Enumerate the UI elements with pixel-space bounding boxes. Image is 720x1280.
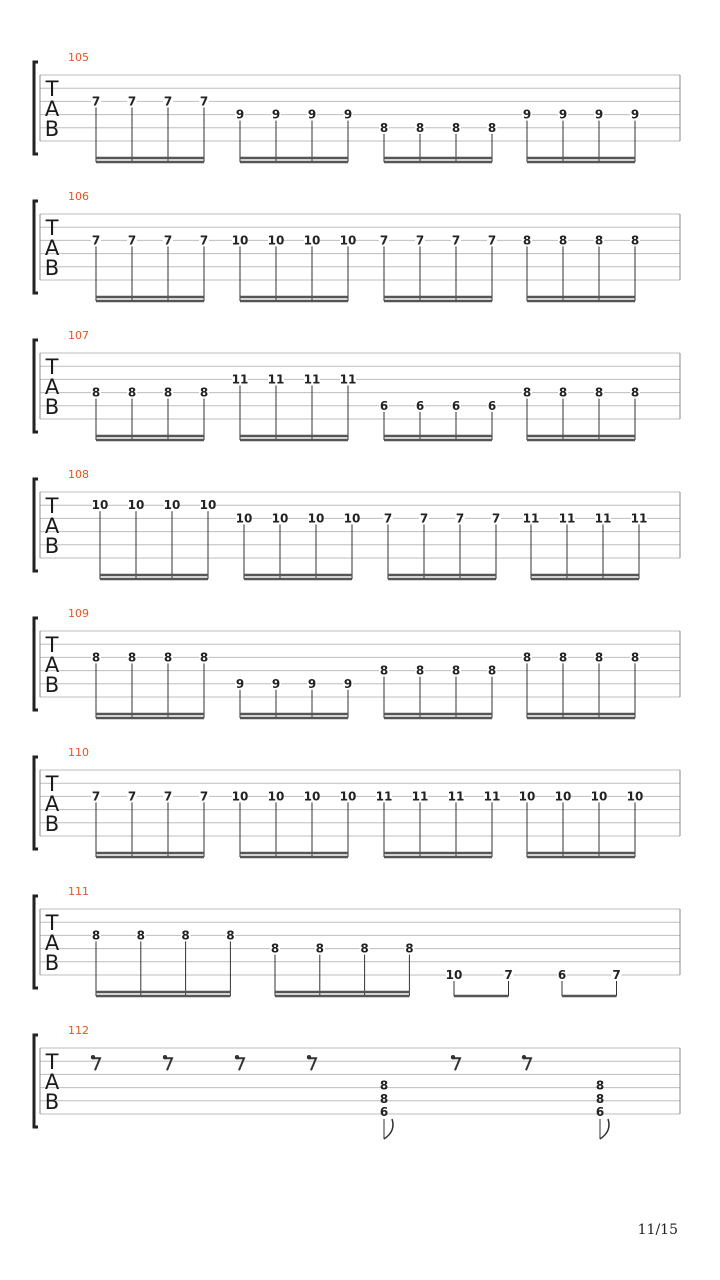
fret-number: 10 bbox=[163, 498, 181, 513]
clef-letter-t: T bbox=[45, 772, 59, 796]
fret-number: 9 bbox=[522, 107, 532, 122]
fret-number: 8 bbox=[630, 233, 640, 248]
fret-number: 8 bbox=[379, 1091, 389, 1106]
fret-number: 8 bbox=[181, 928, 190, 943]
fret-number: 8 bbox=[594, 233, 604, 248]
fret-number: 10 bbox=[271, 511, 289, 526]
fret-number: 8 bbox=[199, 650, 209, 665]
fret-number: 7 bbox=[504, 968, 513, 982]
fret-number: 6 bbox=[595, 1105, 605, 1119]
fret-number: 8 bbox=[91, 385, 101, 400]
fret-number: 10 bbox=[199, 498, 217, 513]
fret-number: 8 bbox=[127, 385, 137, 400]
clef-letter-a: A bbox=[44, 236, 60, 260]
fret-number: 6 bbox=[487, 398, 497, 413]
fret-number: 7 bbox=[455, 511, 465, 526]
fret-number: 9 bbox=[343, 107, 353, 122]
tab-system bbox=[34, 329, 680, 440]
fret-number: 10 bbox=[231, 789, 249, 804]
fret-number: 9 bbox=[271, 676, 281, 691]
fret-number: 9 bbox=[235, 676, 245, 691]
fret-number: 6 bbox=[415, 398, 425, 413]
fret-number: 11 bbox=[339, 372, 357, 387]
fret-number: 8 bbox=[127, 650, 137, 665]
rest-dot bbox=[451, 1055, 455, 1059]
eighth-rest bbox=[308, 1058, 316, 1070]
clef-letter-a: A bbox=[44, 1070, 60, 1094]
fret-number: 8 bbox=[270, 941, 280, 956]
fret-number: 8 bbox=[91, 928, 101, 943]
clef-letter-b: B bbox=[44, 812, 60, 836]
clef-letter-b: B bbox=[44, 673, 60, 697]
clef-letter-a: A bbox=[44, 653, 60, 677]
clef-letter-b: B bbox=[44, 1090, 60, 1114]
tab-system bbox=[34, 746, 680, 857]
fret-number: 11 bbox=[558, 511, 576, 526]
system-bracket bbox=[34, 618, 38, 710]
fret-number: 10 bbox=[235, 511, 253, 526]
clef-letter-a: A bbox=[44, 375, 60, 399]
fret-number: 8 bbox=[630, 385, 640, 400]
clef-letter-t: T bbox=[45, 355, 59, 379]
measure-number: 106 bbox=[68, 190, 89, 203]
fret-number: 8 bbox=[415, 663, 425, 678]
fret-number: 7 bbox=[127, 94, 137, 109]
fret-number: 7 bbox=[451, 233, 461, 248]
fret-number: 7 bbox=[127, 233, 137, 248]
clef-letter-t: T bbox=[45, 216, 59, 240]
fret-number: 10 bbox=[267, 233, 285, 248]
fret-number: 7 bbox=[91, 789, 101, 804]
eighth-rest bbox=[92, 1058, 100, 1070]
fret-number: 10 bbox=[518, 789, 536, 804]
system-bracket bbox=[34, 340, 38, 432]
clef-letter-b: B bbox=[44, 395, 60, 419]
fret-number: 7 bbox=[163, 233, 173, 248]
fret-number: 9 bbox=[307, 107, 317, 122]
fret-number: 9 bbox=[271, 107, 281, 122]
clef-letter-b: B bbox=[44, 117, 60, 141]
fret-number: 8 bbox=[360, 941, 369, 956]
fret-number: 6 bbox=[379, 398, 389, 413]
fret-number: 8 bbox=[405, 941, 414, 956]
tab-system bbox=[34, 51, 680, 162]
fret-number: 8 bbox=[91, 650, 101, 665]
tab-system bbox=[34, 1024, 680, 1139]
note-flag bbox=[600, 1119, 609, 1139]
fret-number: 9 bbox=[343, 676, 353, 691]
fret-number: 11 bbox=[303, 372, 321, 387]
fret-number: 7 bbox=[163, 789, 173, 804]
fret-number: 6 bbox=[451, 398, 461, 413]
fret-number: 10 bbox=[339, 789, 357, 804]
clef-letter-a: A bbox=[44, 931, 60, 955]
measure-number: 111 bbox=[68, 885, 89, 898]
fret-number: 8 bbox=[594, 650, 604, 665]
fret-number: 7 bbox=[127, 789, 137, 804]
system-bracket bbox=[34, 1035, 38, 1127]
rest-dot bbox=[235, 1055, 239, 1059]
system-bracket bbox=[34, 757, 38, 849]
fret-number: 8 bbox=[594, 385, 604, 400]
fret-number: 7 bbox=[491, 511, 501, 526]
fret-number: 8 bbox=[595, 1078, 605, 1093]
clef-letter-b: B bbox=[44, 534, 60, 558]
fret-number: 11 bbox=[231, 372, 249, 387]
fret-number: 7 bbox=[487, 233, 497, 248]
fret-number: 7 bbox=[379, 233, 389, 248]
rest-dot bbox=[91, 1055, 95, 1059]
fret-number: 11 bbox=[522, 511, 540, 526]
clef-letter-t: T bbox=[45, 1050, 59, 1074]
fret-number: 8 bbox=[558, 233, 568, 248]
note-flag bbox=[384, 1119, 393, 1139]
measure-number: 109 bbox=[68, 607, 89, 620]
system-bracket bbox=[34, 62, 38, 154]
fret-number: 11 bbox=[594, 511, 612, 526]
fret-number: 10 bbox=[91, 498, 109, 513]
fret-number: 8 bbox=[522, 385, 532, 400]
fret-number: 11 bbox=[447, 789, 465, 804]
fret-number: 10 bbox=[554, 789, 572, 804]
fret-number: 7 bbox=[419, 511, 429, 526]
fret-number: 11 bbox=[267, 372, 285, 387]
fret-number: 8 bbox=[379, 663, 389, 678]
fret-number: 11 bbox=[411, 789, 429, 804]
system-bracket bbox=[34, 479, 38, 571]
fret-number: 10 bbox=[343, 511, 361, 526]
fret-number: 9 bbox=[307, 676, 317, 691]
fret-number: 10 bbox=[626, 789, 644, 804]
tab-system bbox=[34, 607, 680, 718]
clef-letter-b: B bbox=[44, 256, 60, 280]
fret-number: 7 bbox=[91, 233, 101, 248]
fret-number: 7 bbox=[91, 94, 101, 109]
fret-number: 8 bbox=[199, 385, 209, 400]
fret-number: 6 bbox=[379, 1105, 389, 1119]
fret-number: 11 bbox=[483, 789, 501, 804]
clef-letter-t: T bbox=[45, 494, 59, 518]
fret-number: 8 bbox=[379, 1078, 389, 1093]
fret-number: 10 bbox=[303, 789, 321, 804]
fret-number: 7 bbox=[612, 968, 621, 982]
fret-number: 8 bbox=[630, 650, 640, 665]
clef-letter-b: B bbox=[44, 951, 60, 975]
fret-number: 11 bbox=[375, 789, 393, 804]
fret-number: 9 bbox=[594, 107, 604, 122]
page-number: 11/15 bbox=[637, 1222, 678, 1238]
fret-number: 10 bbox=[303, 233, 321, 248]
eighth-rest bbox=[164, 1058, 172, 1070]
fret-number: 8 bbox=[415, 120, 425, 135]
fret-number: 8 bbox=[595, 1091, 605, 1106]
fret-number: 7 bbox=[199, 94, 209, 109]
tab-system bbox=[34, 885, 680, 996]
fret-number: 10 bbox=[339, 233, 357, 248]
measure-number: 107 bbox=[68, 329, 89, 342]
fret-number: 8 bbox=[522, 233, 532, 248]
rest-dot bbox=[307, 1055, 311, 1059]
clef-letter-t: T bbox=[45, 77, 59, 101]
fret-number: 8 bbox=[226, 928, 235, 943]
clef-letter-t: T bbox=[45, 633, 59, 657]
fret-number: 8 bbox=[163, 385, 173, 400]
tab-system bbox=[34, 190, 680, 301]
tab-system bbox=[34, 468, 680, 579]
fret-number: 8 bbox=[163, 650, 173, 665]
measure-number: 110 bbox=[68, 746, 89, 759]
fret-number: 8 bbox=[522, 650, 532, 665]
fret-number: 9 bbox=[630, 107, 640, 122]
fret-number: 10 bbox=[307, 511, 325, 526]
fret-number: 8 bbox=[136, 928, 145, 943]
fret-number: 8 bbox=[315, 941, 324, 956]
fret-number: 10 bbox=[445, 968, 463, 982]
clef-letter-a: A bbox=[44, 97, 60, 121]
fret-number: 8 bbox=[379, 120, 389, 135]
fret-number: 9 bbox=[235, 107, 245, 122]
fret-number: 9 bbox=[558, 107, 568, 122]
fret-number: 11 bbox=[630, 511, 648, 526]
measure-number: 105 bbox=[68, 51, 89, 64]
fret-number: 8 bbox=[487, 663, 497, 678]
clef-letter-a: A bbox=[44, 792, 60, 816]
eighth-rest bbox=[236, 1058, 244, 1070]
system-bracket bbox=[34, 201, 38, 293]
fret-number: 10 bbox=[231, 233, 249, 248]
fret-number: 10 bbox=[127, 498, 145, 513]
rest-dot bbox=[163, 1055, 167, 1059]
fret-number: 10 bbox=[267, 789, 285, 804]
eighth-rest bbox=[523, 1058, 531, 1070]
rest-dot bbox=[522, 1055, 526, 1059]
fret-number: 7 bbox=[383, 511, 393, 526]
fret-number: 7 bbox=[199, 789, 209, 804]
fret-number: 8 bbox=[558, 385, 568, 400]
fret-number: 8 bbox=[558, 650, 568, 665]
fret-number: 7 bbox=[199, 233, 209, 248]
fret-number: 10 bbox=[590, 789, 608, 804]
clef-letter-t: T bbox=[45, 911, 59, 935]
system-bracket bbox=[34, 896, 38, 988]
fret-number: 8 bbox=[451, 663, 461, 678]
fret-number: 8 bbox=[487, 120, 497, 135]
fret-number: 7 bbox=[163, 94, 173, 109]
measure-number: 108 bbox=[68, 468, 89, 481]
measure-number: 112 bbox=[68, 1024, 89, 1037]
clef-letter-a: A bbox=[44, 514, 60, 538]
eighth-rest bbox=[452, 1058, 460, 1070]
fret-number: 8 bbox=[451, 120, 461, 135]
fret-number: 6 bbox=[557, 968, 567, 982]
fret-number: 7 bbox=[415, 233, 425, 248]
